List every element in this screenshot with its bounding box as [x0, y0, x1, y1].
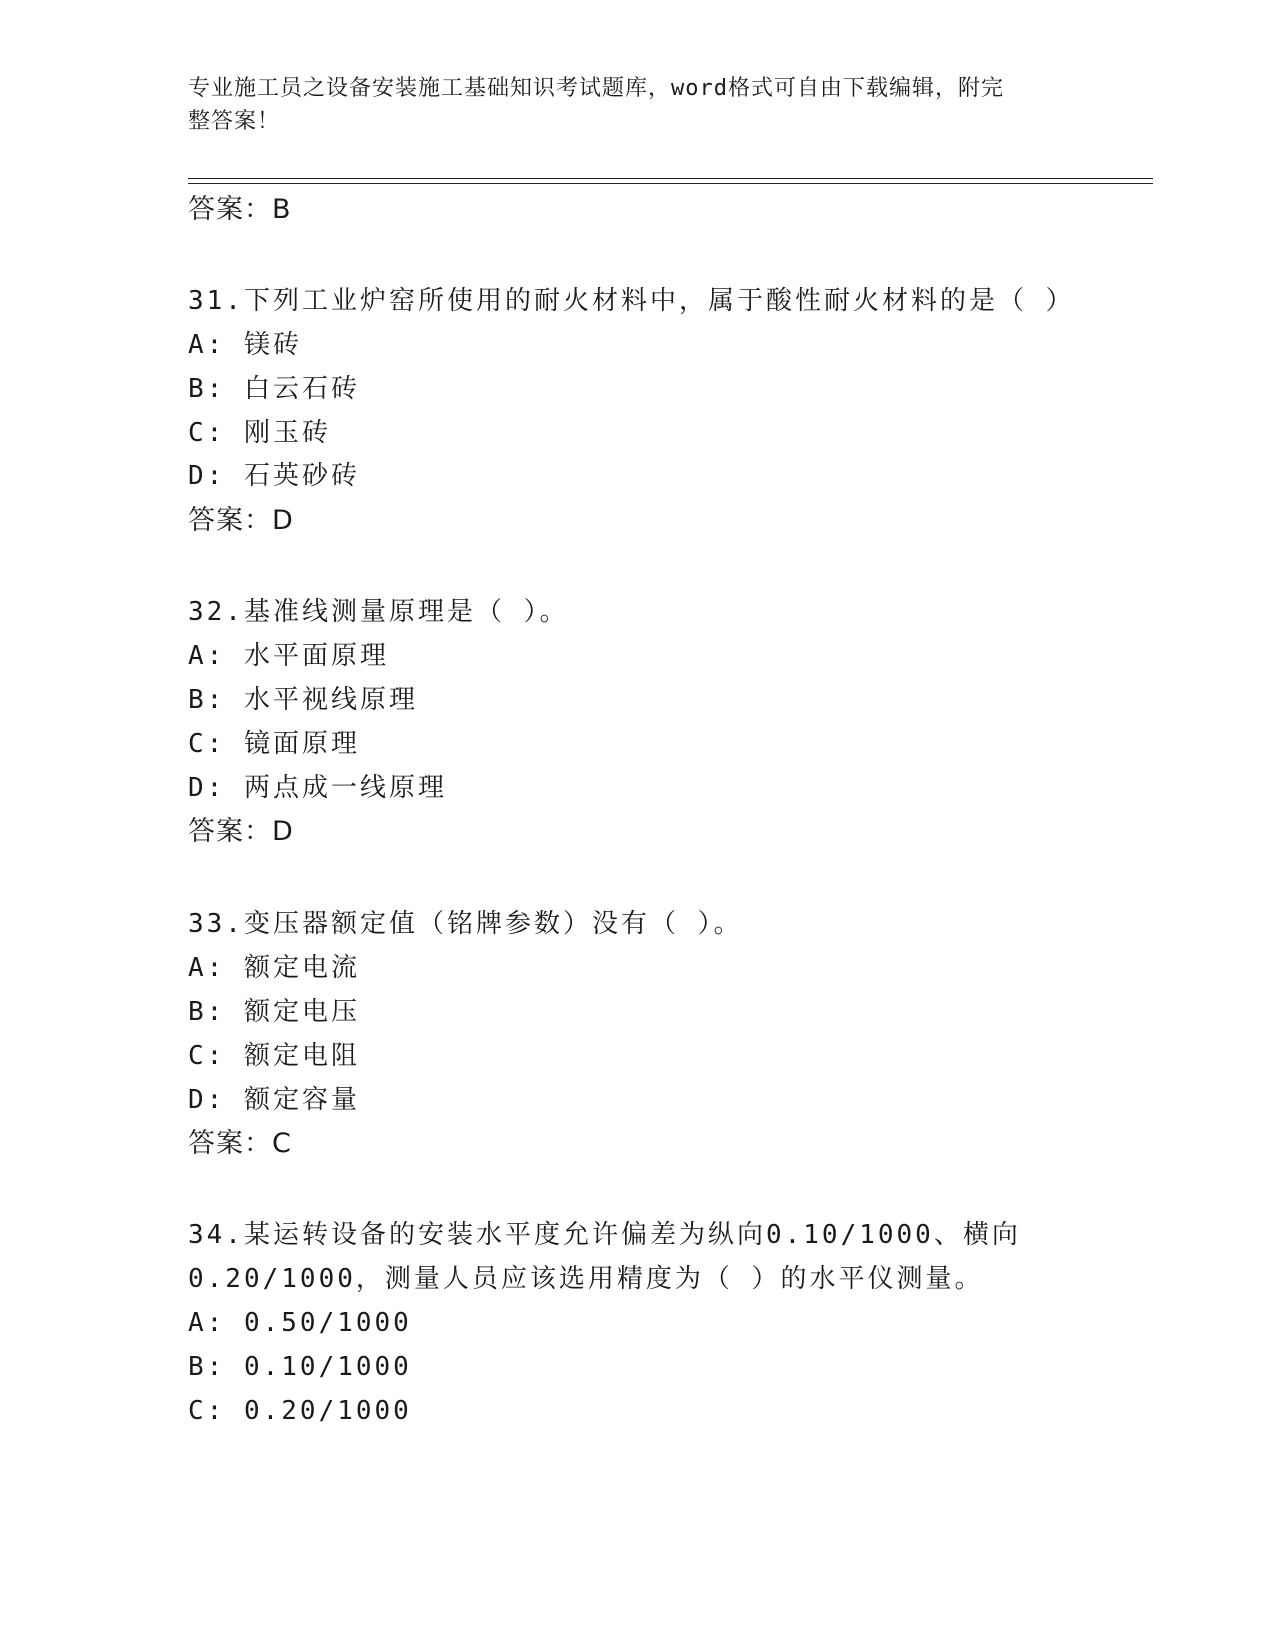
option-c: C: 0.20/1000 — [188, 1396, 412, 1426]
option-d: D: 两点成一线原理 — [188, 773, 447, 803]
question-stem: 31.下列工业炉窑所使用的耐火材料中，属于酸性耐火材料的是（ ） — [188, 286, 1075, 316]
option-b: B: 0.10/1000 — [188, 1352, 412, 1382]
option-a: A: 额定电流 — [188, 953, 360, 983]
option-a: A: 镁砖 — [188, 330, 302, 360]
answer: 答案：D — [188, 816, 294, 847]
question-stem-line-2: 0.20/1000，测量人员应该选用精度为（ ）的水平仪测量。 — [188, 1264, 984, 1294]
answer: 答案：D — [188, 505, 294, 536]
option-d: D: 石英砂砖 — [188, 461, 360, 491]
option-a: A: 水平面原理 — [188, 641, 389, 671]
question-stem: 33.变压器额定值（铭牌参数）没有（ ）。 — [188, 909, 743, 939]
option-c: C: 额定电阻 — [188, 1041, 360, 1071]
header-line-1: 专业施工员之设备安装施工基础知识考试题库，word格式可自由下载编辑，附完 — [188, 76, 1004, 101]
answer: 答案：C — [188, 1128, 292, 1159]
header-line-2: 整答案！ — [188, 109, 281, 134]
option-c: C: 刚玉砖 — [188, 418, 331, 448]
option-d: D: 额定容量 — [188, 1085, 360, 1115]
previous-answer: 答案：B — [188, 194, 292, 225]
question-stem-line-1: 34.某运转设备的安装水平度允许偏差为纵向0.10/1000、横向 — [188, 1220, 1021, 1250]
option-b: B: 白云石砖 — [188, 374, 360, 404]
option-a: A: 0.50/1000 — [188, 1308, 412, 1338]
option-b: B: 额定电压 — [188, 997, 360, 1027]
header-rule-bottom — [188, 183, 1153, 184]
question-stem: 32.基准线测量原理是（ ）。 — [188, 597, 569, 627]
document-header — [188, 72, 1078, 138]
header-rule-top — [188, 178, 1153, 179]
option-c: C: 镜面原理 — [188, 729, 360, 759]
option-b: B: 水平视线原理 — [188, 685, 418, 715]
